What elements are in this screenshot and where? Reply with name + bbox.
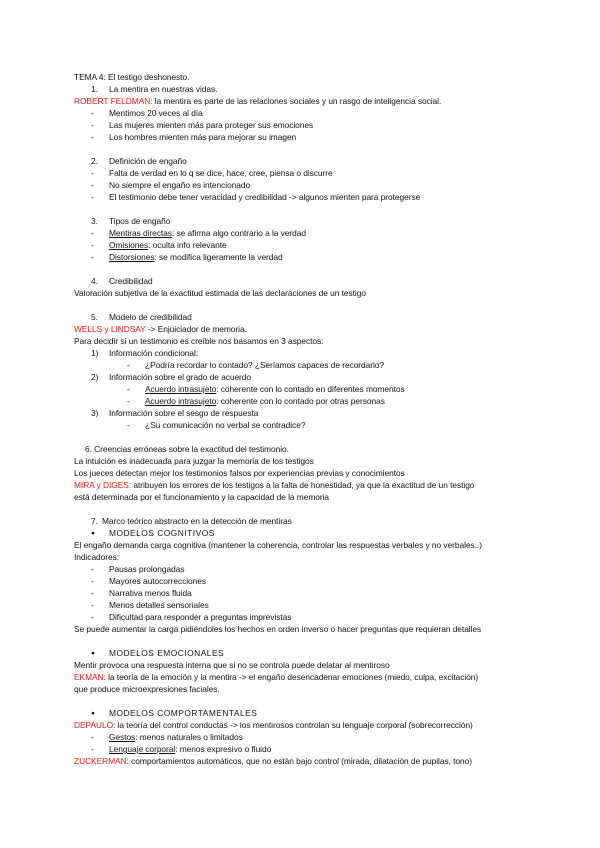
- paragraph: está determinada por el funcionamiento y la capacidad de la memoria: [74, 492, 330, 502]
- zuckerman-paragraph: [74, 756, 472, 767]
- author-name: MIRA y DIGES:: [74, 480, 132, 490]
- term: Distorsiones: [109, 252, 155, 262]
- list-item: [145, 396, 385, 407]
- feldman-paragraph: [74, 96, 441, 107]
- paragraph: que produce microexpresiones faciales.: [74, 684, 220, 694]
- section-2-number: 2.: [91, 156, 98, 166]
- dash-marker: -: [91, 168, 94, 178]
- paragraph: Valoración subjetiva de la exactitud estimada de las declaraciones de un testigo: [74, 288, 366, 298]
- author-text: la mentira es parte de las relaciones sociales y un rasgo de inteligencia social.: [152, 96, 442, 106]
- ekman-paragraph: [74, 672, 478, 683]
- bullet-marker: ●: [91, 530, 95, 537]
- wells-lindsay-paragraph: [74, 324, 247, 335]
- author-name: ZUCKERMAN: [74, 756, 127, 766]
- section-7-heading: Marco teórico abstracto en la detección de mentiras: [102, 516, 292, 526]
- aspect-number: 3): [91, 408, 99, 418]
- dash-marker: -: [127, 384, 130, 394]
- section-3-heading: Tipos de engaño: [109, 216, 171, 226]
- list-item: Mentimos 20 veces al día: [109, 108, 203, 118]
- section-2-heading: Definición de engaño: [109, 156, 187, 166]
- author-name: DEPAULO: [74, 720, 114, 730]
- list-item: [109, 744, 271, 755]
- aspect-label: Información sobre el sesgo de respuesta: [109, 408, 259, 418]
- aspect-number: 1): [91, 348, 99, 358]
- subsection-label: MODELOS EMOCIONALES: [109, 648, 225, 658]
- bullet-marker: ●: [91, 710, 95, 717]
- paragraph: Se puede aumentar la carga pidiéndoles los hechos en orden inverso o hacer preguntas que requieran detalles: [74, 624, 482, 634]
- dash-marker: -: [91, 588, 94, 598]
- bullet-marker: ●: [91, 650, 95, 657]
- dash-marker: -: [91, 228, 94, 238]
- author-text: atribuyen los errores de los testigos a la falta de honestidad, ya que la exactitud de un testigo: [131, 480, 475, 490]
- paragraph: Para decidir si un testimonio es creíble nos basamos en 3 aspectos:: [74, 336, 324, 346]
- list-item: Dificultad para responder a preguntas imprevistas: [109, 612, 292, 622]
- term-description: : se modifica ligeramente la verdad: [154, 252, 283, 262]
- aspect-label: Información condicional:: [109, 348, 199, 358]
- dash-marker: -: [91, 612, 94, 622]
- section-5-heading: Modelo de credibilidad: [109, 312, 192, 322]
- list-item: Narrativa menos fluida: [109, 588, 192, 598]
- dash-marker: -: [91, 252, 94, 262]
- author-name: WELLS y LINDSAY: [74, 324, 146, 334]
- term: Acuerdo intrasujeto: [145, 396, 217, 406]
- subsection-label: MODELOS COMPORTAMENTALES: [109, 708, 258, 718]
- term: Lenguaje corporal: [109, 744, 176, 754]
- section-6-heading: 6. Creencias erróneas sobre la exactitud del testimonio.: [85, 444, 289, 454]
- list-item: [109, 732, 243, 743]
- section-4-number: 4.: [91, 276, 98, 286]
- author-text: : la teoría de la emoción y la mentira -> el engaño desencadenar emociones (miedo, culpa, excitación): [103, 672, 479, 682]
- list-item: [145, 384, 405, 395]
- section-1-heading: La mentira en nuestras vidas.: [109, 84, 218, 94]
- term-description: : coherente con lo contado en diferentes momentos: [216, 384, 405, 394]
- term: Mentiras directas: [109, 228, 172, 238]
- dash-marker: -: [91, 240, 94, 250]
- subsection-label: MODELOS COGNITIVOS: [109, 528, 215, 538]
- aspect-number: 2): [91, 372, 99, 382]
- term: Gestos: [109, 732, 136, 742]
- list-item: [109, 240, 227, 251]
- list-item: Falta de verdad en lo q se dice, hace, cree, piensa o discurre: [109, 168, 333, 178]
- dash-marker: -: [91, 732, 94, 742]
- dash-marker: -: [91, 744, 94, 754]
- mira-diges-paragraph: [74, 480, 474, 491]
- author-name: ROBERT FELDMAN:: [74, 96, 153, 106]
- dash-marker: -: [91, 564, 94, 574]
- aspect-label: Información sobre el grado de acuerdo: [109, 372, 252, 382]
- depaulo-paragraph: [74, 720, 473, 731]
- section-5-number: 5.: [91, 312, 98, 322]
- term: Omisiones: [109, 240, 149, 250]
- dash-marker: -: [91, 108, 94, 118]
- list-item: Pausas prolongadas: [109, 564, 185, 574]
- list-item: ¿Podría recordar lo contado? ¿Seríamos capaces de recordarlo?: [145, 360, 385, 370]
- list-item: ¿Su comunicación no verbal se contradice?: [145, 420, 306, 430]
- paragraph: Mentir provoca una respuesta interna que si no se controla puede delatar al mentiroso: [74, 660, 390, 670]
- section-7-number: 7.: [91, 516, 98, 526]
- dash-marker: -: [91, 180, 94, 190]
- author-text: : la teoría del control conductas -> los mentirosos controlan su lenguaje corporal (sobrecorrección): [113, 720, 473, 730]
- section-3-number: 3.: [91, 216, 98, 226]
- paragraph: La intuición es inadecuada para juzgar la memoria de los testigos: [74, 456, 314, 466]
- list-item: [109, 252, 283, 263]
- paragraph: El engaño demanda carga cognitiva (mantener la coherencia, controlar las respuestas verbales y no verbales..): [74, 540, 482, 550]
- term-description: : coherente con lo contado por otras personas: [216, 396, 385, 406]
- list-item: El testimonio debe tener veracidad y credibilidad -> algunos mienten para protegerse: [109, 192, 421, 202]
- dash-marker: -: [91, 120, 94, 130]
- author-text: -> Enjuiciador de memoria.: [145, 324, 247, 334]
- dash-marker: -: [127, 360, 130, 370]
- term: Acuerdo intrasujeto: [145, 384, 217, 394]
- list-item: Los hombres mienten más para mejorar su imagen: [109, 132, 297, 142]
- document-title: TEMA 4: El testigo deshonesto.: [74, 72, 190, 82]
- dash-marker: -: [91, 132, 94, 142]
- term-description: : oculta info relevante: [148, 240, 227, 250]
- section-4-heading: Credibilidad: [109, 276, 153, 286]
- list-item: No siempre el engaño es intencionado: [109, 180, 251, 190]
- term-description: : menos expresivo o fluido: [175, 744, 272, 754]
- dash-marker: -: [127, 420, 130, 430]
- term-description: : se afirma algo contrario a la verdad: [171, 228, 306, 238]
- dash-marker: -: [127, 396, 130, 406]
- dash-marker: -: [91, 192, 94, 202]
- paragraph: Los jueces detectan mejor los testimonios falsos por experiencias previas y conocimientos: [74, 468, 405, 478]
- list-item: Mayores autocorrecciones: [109, 576, 207, 586]
- list-item: [109, 228, 306, 239]
- term-description: : menos naturales o limitados: [135, 732, 243, 742]
- author-name: EKMAN: [74, 672, 104, 682]
- dash-marker: -: [91, 576, 94, 586]
- author-text: : comportamientos automáticos, que no están bajo control (mirada, dilatación de pupilas, tono): [126, 756, 472, 766]
- indicators-label: Indicadores:: [74, 552, 120, 562]
- dash-marker: -: [91, 600, 94, 610]
- list-item: Menos detalles sensoriales: [109, 600, 209, 610]
- section-1-number: 1.: [91, 84, 98, 94]
- list-item: Las mujeres mienten más para proteger sus emociones: [109, 120, 314, 130]
